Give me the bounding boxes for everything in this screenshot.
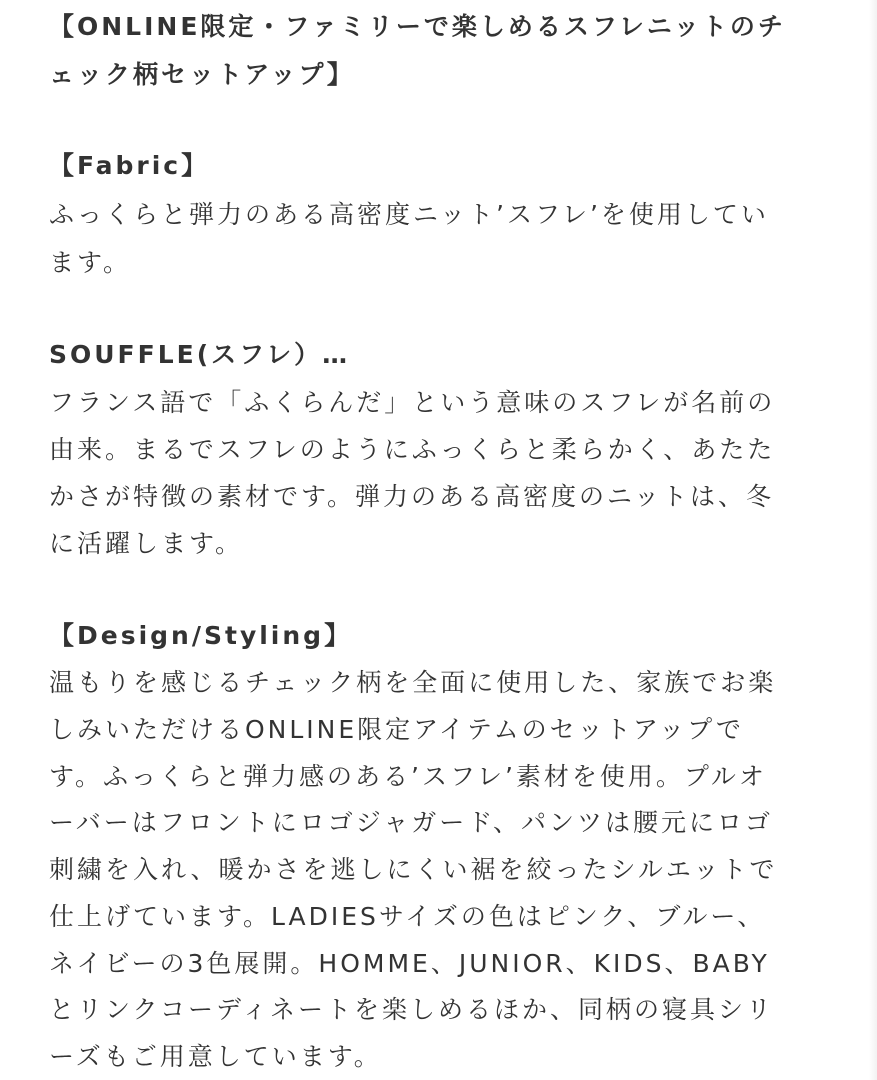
fabric-heading: 【Fabric】	[49, 151, 210, 180]
design-text-line: す。ふっくらと弾力感のある’スフレ’素材を使用。プルオ	[49, 762, 767, 791]
design-text-line: 刺繍を入れ、暖かさを逃しにくい裾を絞ったシルエットで	[49, 855, 778, 884]
souffle-heading: SOUFFLE(スフレ）…	[49, 340, 351, 369]
fabric-text-line: ます。	[49, 248, 132, 277]
design-text-line: とリンクコーディネートを楽しめるほか、同柄の寝具シリ	[49, 995, 775, 1024]
fabric-text-line: ふっくらと弾力のある高密度ニット’スフレ’を使用してい	[49, 200, 769, 229]
design-styling-heading: 【Design/Styling】	[49, 621, 353, 650]
design-text-line: ーズもご用意しています。	[49, 1042, 382, 1071]
souffle-text-line: に活躍します。	[49, 529, 244, 558]
design-text-line: ーバーはフロントにロゴジャガード、パンツは腰元にロゴ	[49, 808, 774, 837]
souffle-text-line: フランス語で「ふくらんだ」という意味のスフレが名前の	[49, 388, 776, 417]
product-title-line-1: 【ONLINE限定・ファミリーで楽しめるスフレニットのチ	[49, 12, 786, 41]
souffle-text-line: 由来。まるでスフレのようにふっくらと柔らかく、あたた	[49, 435, 776, 464]
product-title-line-2: ェック柄セットアップ】	[49, 60, 355, 89]
design-text-line: 仕上げています。LADIESサイズの色はピンク、ブルー、	[49, 902, 766, 931]
design-text-line: 温もりを感じるチェック柄を全面に使用した、家族でお楽	[49, 668, 777, 697]
page-edge-shadow	[869, 0, 877, 1080]
design-text-line: ネイビーの3色展開。HOMME、JUNIOR、KIDS、BABY	[49, 949, 770, 978]
souffle-text-line: かさが特徴の素材です。弾力のある高密度のニットは、冬	[49, 482, 775, 511]
design-text-line: しみいただけるONLINE限定アイテムのセットアップで	[49, 715, 744, 744]
